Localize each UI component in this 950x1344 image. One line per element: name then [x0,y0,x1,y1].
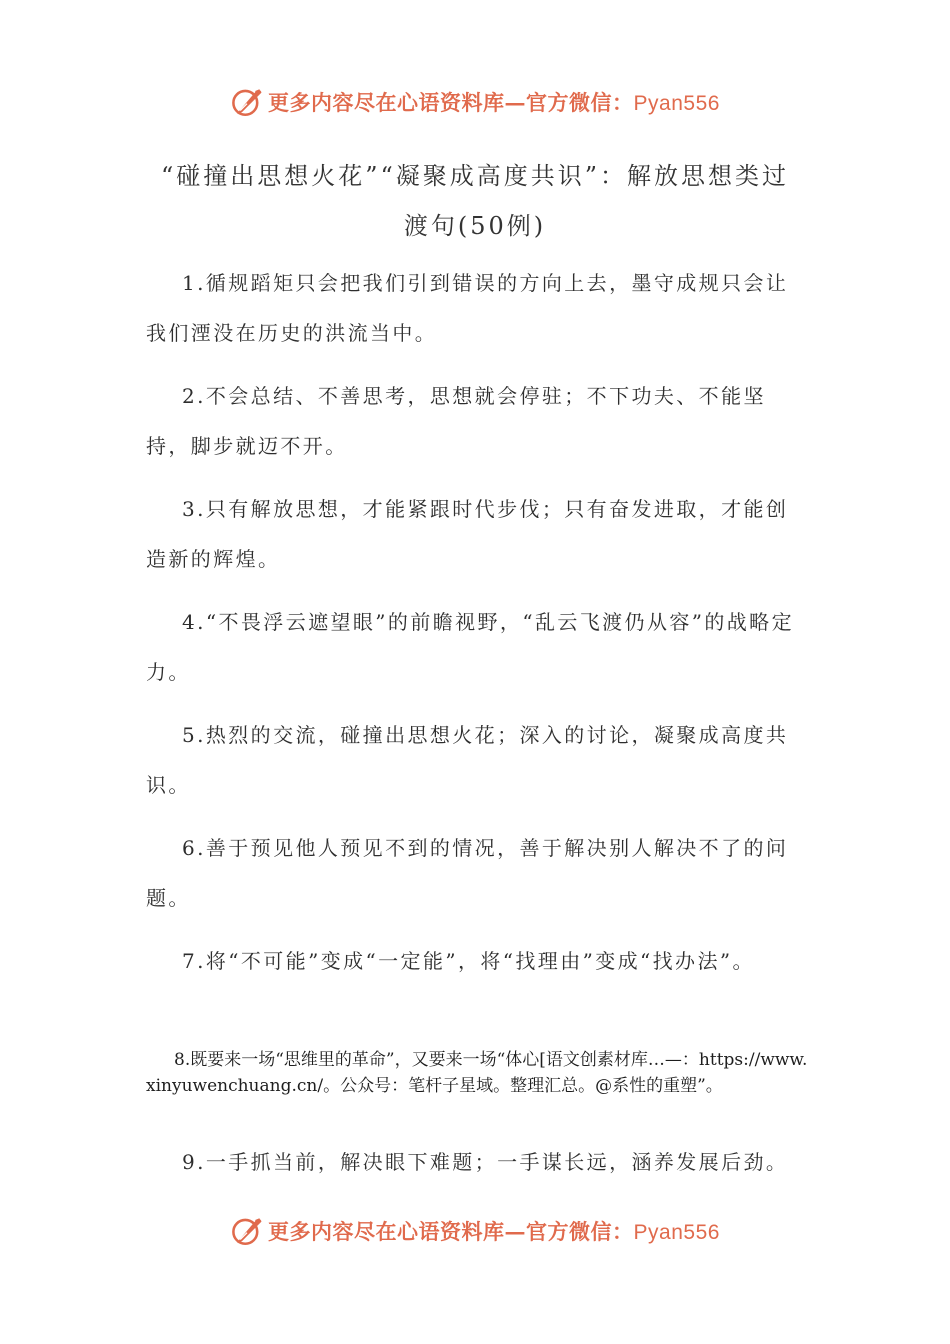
list-item-2: 2.不会总结、不善思考，思想就会停驻；不下功夫、不能坚持，脚步就迈不开。 [146,384,766,458]
page-title-line-1: “碰撞出思想火花”“凝聚成高度共识”：解放思想类过 [160,162,790,190]
header-banner-text: 更多内容尽在心语资料库—官方微信： [268,90,634,115]
footer-wechat-id: Pyan556 [633,1221,720,1244]
header-wechat-id: Pyan556 [633,92,720,115]
list-item-3: 3.只有解放思想，才能紧跟时代步伐；只有奋发进取，才能创造新的辉煌。 [146,497,789,571]
list-item-7: 7.将“不可能”变成“一定能”，将“找理由”变成“找办法”。 [182,949,755,973]
list-item-4: 4.“不畏浮云遮望眼”的前瞻视野，“乱云飞渡仍从容”的战略定力。 [146,610,794,684]
footer-banner [0,1211,950,1251]
list-item-5: 5.热烈的交流，碰撞出思想火花；深入的讨论，凝聚成高度共识。 [146,723,789,797]
list-item-9: 9.一手抓当前，解决眼下难题；一手谋长远，涵养发展后劲。 [182,1150,789,1174]
list-item-8: 8.既要来一场“思维里的革命”，又要来一场“体心[语文创素材库…—：https://www.xinyuwenchuang.cn/。公众号：笔杆子星域。整理汇总。@系性的重塑”。 [146,1050,808,1096]
list-item-1: 1.循规蹈矩只会把我们引到错误的方向上去，墨守成规只会让我们湮没在历史的洪流当中。 [146,271,789,345]
list-item-6: 6.善于预见他人预见不到的情况，善于解决别人解决不了的问题。 [146,836,789,910]
quill-pen-logo [230,1214,264,1248]
footer-banner-text: 更多内容尽在心语资料库—官方微信： [268,1219,634,1244]
quill-pen-logo [230,85,264,119]
page-title-line-2: 渡句(50例) [403,212,547,240]
header-banner [0,82,950,122]
